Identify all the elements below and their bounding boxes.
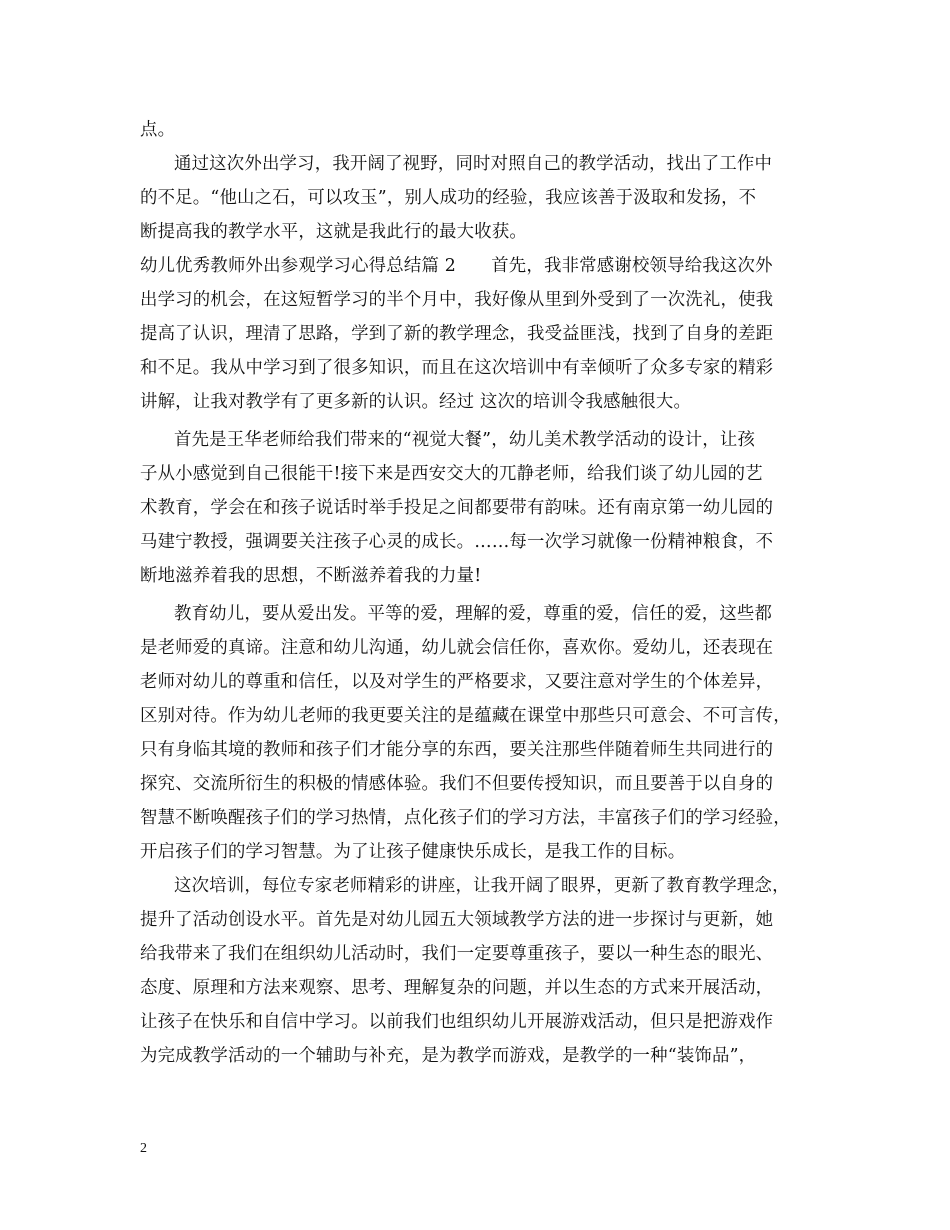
paragraph-start-line: 首先是王华老师给我们带来的“视觉大餐”，幼儿美术教学活动的设计，让孩 bbox=[174, 430, 756, 450]
text-line: 术教育，学会在和孩子说话时举手投足之间都要带有韵味。还有南京第一幼儿园的 bbox=[140, 498, 774, 518]
paragraph-start-line: 通过这次外出学习，我开阔了视野，同时对照自己的教学活动，找出了工作中 bbox=[174, 154, 773, 174]
paragraph-start-line: 教育幼儿，要从爱出发。平等的爱，理解的爱，尊重的爱，信任的爱，这些都 bbox=[174, 604, 773, 624]
text-line: 态度、原理和方法来观察、思考、理解复杂的问题，并以生态的方式来开展活动， bbox=[140, 978, 774, 998]
text-line: 智慧不断唤醒孩子们的学习热情，点化孩子们的学习方法，丰富孩子们的学习经验， bbox=[140, 808, 791, 828]
text-line: 和不足。我从中学习到了很多知识，而且在这次培训中有幸倾听了众多专家的精彩 bbox=[140, 358, 774, 378]
text-line: 断提高我的教学水平，这就是我此行的最大收获。 bbox=[140, 222, 527, 242]
text-line: 老师对幼儿的尊重和信任，以及对学生的严格要求，又要注意对学生的个体差异， bbox=[140, 672, 774, 692]
text-line: 让孩子在快乐和自信中学习。以前我们也组织幼儿开展游戏活动，但只是把游戏作 bbox=[140, 1012, 774, 1032]
text-line: 提高了认识，理清了思路，学到了新的教学理念，我受益匪浅，找到了自身的差距 bbox=[140, 324, 774, 344]
text-line: 只有身临其境的教师和孩子们才能分享的东西，要关注那些伴随着师生共同进行的 bbox=[140, 740, 774, 760]
text-line: 马建宁教授，强调要关注孩子心灵的成长。……每一次学习就像一份精神粮食，不 bbox=[140, 532, 774, 552]
text-line: 子从小感觉到自己很能干!接下来是西安交大的兀静老师，给我们谈了幼儿园的艺 bbox=[140, 464, 763, 484]
text-line: 是老师爱的真谛。注意和幼儿沟通，幼儿就会信任你，喜欢你。爱幼儿，还表现在 bbox=[140, 638, 774, 658]
page-number: 2 bbox=[140, 1141, 147, 1156]
text-line: 提升了活动创设水平。首先是对幼儿园五大领域教学方法的进一步探讨与更新，她 bbox=[140, 910, 774, 930]
text-line: 讲解，让我对教学有了更多新的认识。经过 这次的培训令我感触很大。 bbox=[140, 392, 692, 412]
text-line: 断地滋养着我的思想，不断滋养着我的力量! bbox=[140, 566, 482, 586]
text-line: 的不足。“他山之石，可以攻玉”，别人成功的经验，我应该善于汲取和发扬，不 bbox=[140, 188, 757, 208]
text-line: 出学习的机会，在这短暂学习的半个月中，我好像从里到外受到了一次洗礼，使我 bbox=[140, 290, 774, 310]
document-body bbox=[140, 113, 812, 1073]
text-line: 给我带来了我们在组织幼儿活动时，我们一定要尊重孩子，要以一种生态的眼光、 bbox=[140, 944, 774, 964]
text-line: 点。 bbox=[140, 120, 176, 140]
paragraph-start-line: 这次培训，每位专家老师精彩的讲座，让我开阔了眼界，更新了教育教学理念， bbox=[174, 876, 790, 896]
text-line: 为完成教学活动的一个辅助与补充，是为教学而游戏，是教学的一种“装饰品”， bbox=[140, 1046, 757, 1066]
text-line: 区别对待。作为幼儿老师的我更要关注的是蕴藏在课堂中那些只可意会、不可言传， bbox=[140, 706, 791, 726]
text-line: 探究、交流所衍生的积极的情感体验。我们不但要传授知识，而且要善于以自身的 bbox=[140, 774, 774, 794]
section-heading-line: 幼儿优秀教师外出参观学习心得总结篇 2 首先，我非常感谢校领导给我这次外 bbox=[140, 256, 773, 276]
text-line: 开启孩子们的学习智慧。为了让孩子健康快乐成长，是我工作的目标。 bbox=[140, 842, 686, 862]
